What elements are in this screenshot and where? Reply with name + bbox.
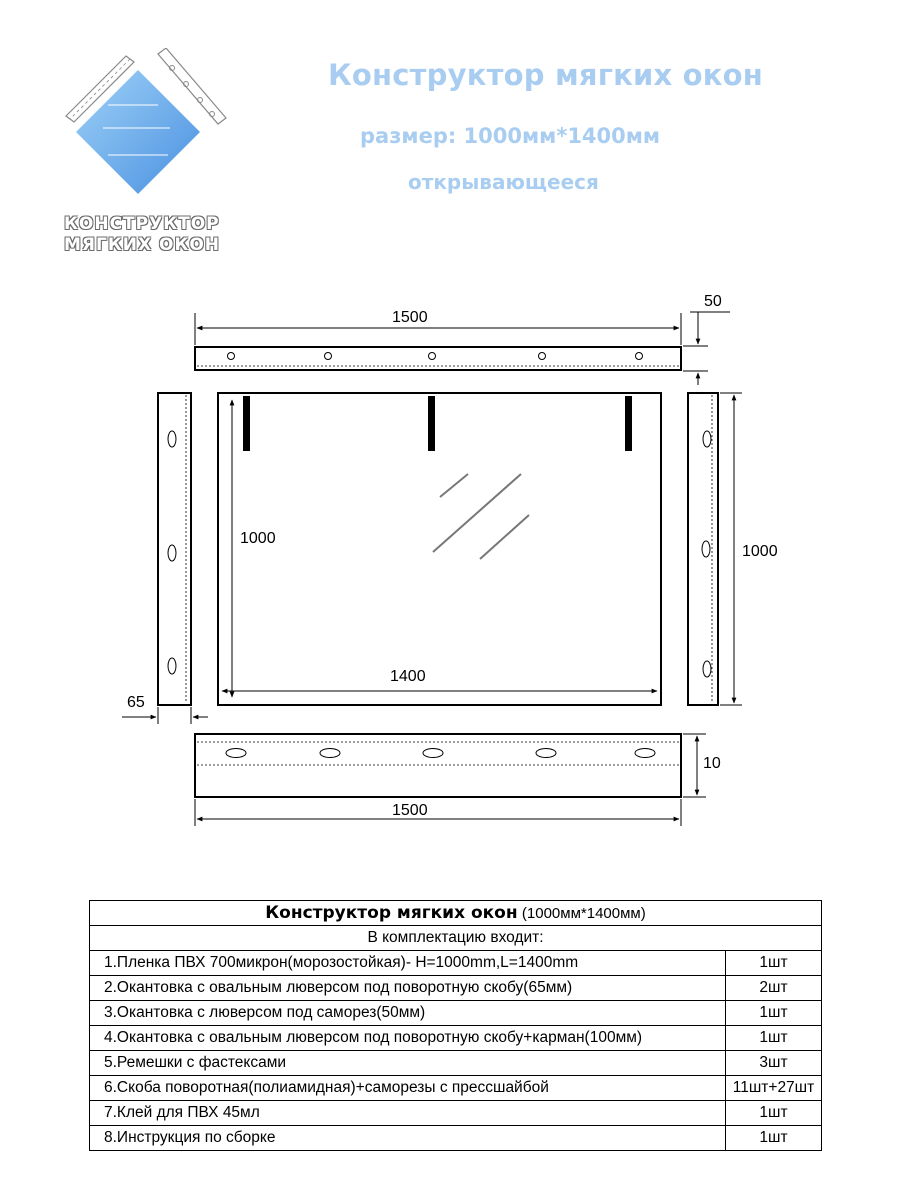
table-row — [90, 1001, 822, 1026]
dim-top-length: 1500 — [392, 309, 428, 326]
dim-bottom-width: 10 — [703, 755, 721, 772]
left-side-strip — [122, 393, 208, 724]
top-strip — [195, 312, 730, 385]
item-name: 3.Окантовка с люверсом под саморез(50мм) — [90, 1001, 726, 1026]
item-qty: 1шт — [726, 1126, 822, 1151]
item-qty: 1шт — [726, 1101, 822, 1126]
table-row — [90, 1101, 822, 1126]
item-name: 5.Ремешки с фастексами — [90, 1051, 726, 1076]
dim-side-length: 1000 — [742, 543, 778, 560]
item-name: 1.Пленка ПВХ 700микрон(морозостойкая)- H=1000mm,L=1400mm — [90, 951, 726, 976]
table-row — [90, 1126, 822, 1151]
page-title: Конструктор мягких окон — [328, 58, 764, 92]
item-name: 2.Окантовка с овальным люверсом под поворотную скобу(65мм) — [90, 976, 726, 1001]
dim-frame-width: 1400 — [390, 668, 426, 685]
item-qty: 2шт — [726, 976, 822, 1001]
item-name: 8.Инструкция по сборке — [90, 1126, 726, 1151]
logo-text-line2: МЯГКИХ ОКОН — [64, 235, 221, 255]
table-title-row — [90, 901, 822, 926]
table-row — [90, 1026, 822, 1051]
table-row — [90, 951, 822, 976]
table-title-size: (1000мм*1400мм) — [521, 904, 646, 922]
item-name: 4.Окантовка с овальным люверсом под поворотную скобу+карман(100мм) — [90, 1026, 726, 1051]
bottom-strip — [195, 734, 706, 826]
item-name: 7.Клей для ПВХ 45мл — [90, 1101, 726, 1126]
technical-drawing — [0, 280, 900, 840]
table-row — [90, 976, 822, 1001]
table-row — [90, 1076, 822, 1101]
dim-side-width: 65 — [127, 694, 145, 711]
kit-contents-table — [89, 900, 822, 1151]
item-qty: 1шт — [726, 1001, 822, 1026]
table-title: Конструктор мягких окон — [265, 902, 518, 923]
pvc-film-panel — [218, 393, 661, 705]
window-type-subtitle: открывающееся — [408, 170, 599, 194]
logo-text-line1: КОНСТРУКТОР — [64, 214, 220, 234]
item-qty: 1шт — [726, 1026, 822, 1051]
table-row — [90, 1051, 822, 1076]
table-subtitle-row — [90, 926, 822, 951]
logo-icon — [58, 48, 228, 208]
right-side-strip — [688, 393, 742, 705]
item-qty: 3шт — [726, 1051, 822, 1076]
table-subtitle: В комплектацию входит: — [90, 926, 822, 951]
dim-frame-height: 1000 — [240, 530, 276, 547]
size-subtitle: размер: 1000мм*1400мм — [360, 124, 661, 148]
item-qty: 11шт+27шт — [726, 1076, 822, 1101]
dim-bottom-length: 1500 — [392, 802, 428, 819]
item-qty: 1шт — [726, 951, 822, 976]
dim-top-width: 50 — [704, 293, 722, 310]
item-name: 6.Скоба поворотная(полиамидная)+саморезы с прессшайбой — [90, 1076, 726, 1101]
